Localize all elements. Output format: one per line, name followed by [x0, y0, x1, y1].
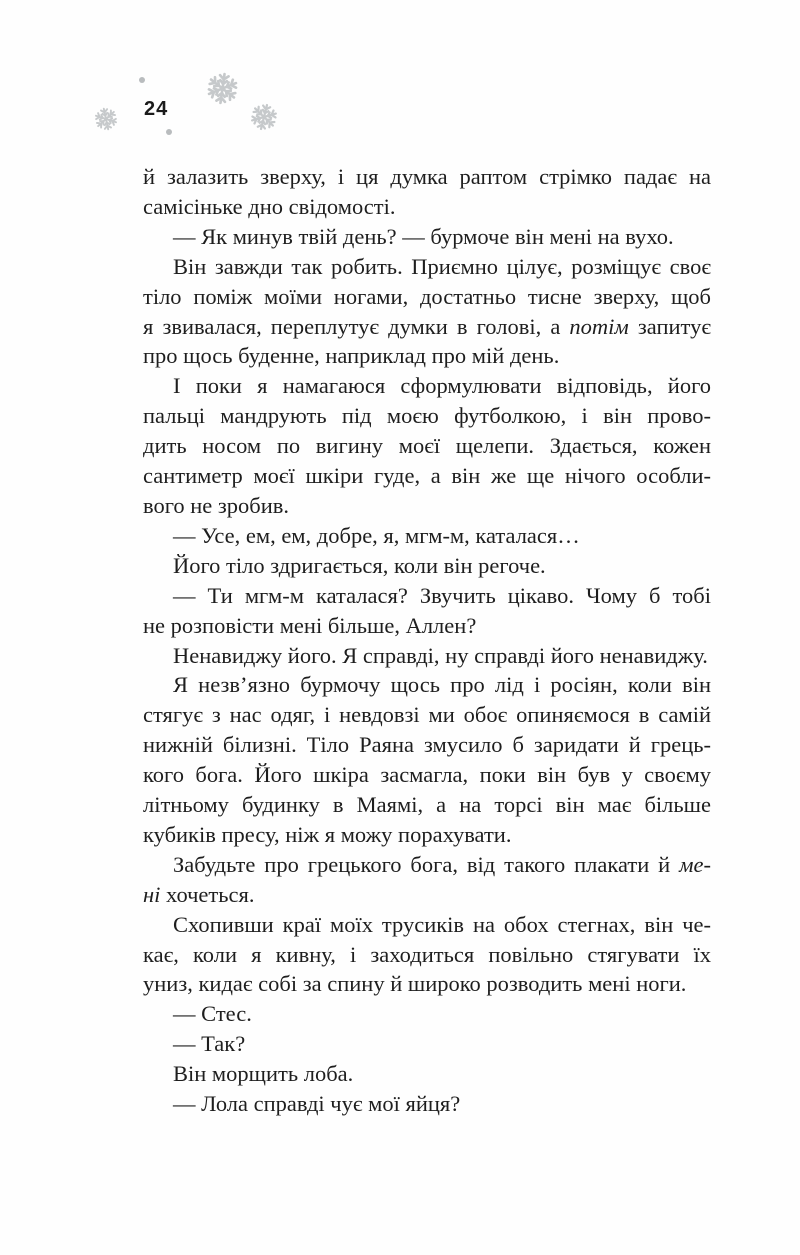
text-line: нижній білизні. Тіло Раяна змусило б заридати й грець-	[143, 732, 711, 758]
text-line: — Так?	[173, 1031, 246, 1057]
text-line: униз, кидає собі за спину й широко розводить мені ноги.	[143, 971, 687, 997]
text-line: Він морщить лоба.	[173, 1061, 354, 1087]
text-line: дить носом по вигину моєї щелепи. Здається, кожен	[143, 433, 711, 459]
text-line: І поки я намагаюся сформулювати відповідь, його	[173, 373, 711, 399]
text-line: тіло поміж моїми ногами, достатньо тисне зверху, щоб	[143, 283, 711, 309]
text-line: — Лола справді чує мої яйця?	[173, 1091, 461, 1117]
text-line: я звивалася, переплутує думки в голові, а потім запитує	[143, 313, 711, 339]
text-line: — Ти мгм-м каталася? Звучить цікаво. Чому б тобі	[173, 582, 711, 608]
text-line: й залазить зверху, і ця думка раптом стрімко падає на	[143, 164, 711, 189]
text-line: Він завжди так робить. Приємно цілує, розміщує своє	[173, 253, 711, 279]
snowflake-icon	[247, 100, 281, 134]
dot-decoration	[139, 77, 145, 83]
text-line: кого бога. Його шкіра засмагла, поки він був у своєму	[143, 762, 711, 788]
text-line: — Стес.	[173, 1001, 252, 1027]
text-line: — Усе, ем, ем, добре, я, мгм-м, каталася…	[173, 522, 580, 548]
text-line: — Як минув твій день? — бурмоче він мені на вухо.	[173, 223, 674, 249]
text-line: кає, коли я кивну, і заходиться повільно стягувати їх	[143, 941, 711, 967]
page-number: 24	[144, 98, 169, 120]
text-line: Його тіло здригається, коли він регоче.	[173, 552, 546, 578]
text-block	[143, 162, 711, 1119]
text-line: Схопивши краї моїх трусиків на обох стегнах, він че-	[173, 911, 711, 937]
text-line: кубиків пресу, ніж я можу порахувати.	[143, 821, 512, 847]
text-line: літньому будинку в Маямі, а на торсі він має більше	[143, 792, 711, 818]
text-line: Я незв’язно бурмочу щось про лід і росіян, коли він	[173, 672, 711, 698]
text-line: сантиметр моєї шкіри гуде, а він же ще нічого особли-	[143, 463, 711, 489]
text-line: про щось буденне, наприклад про мій день.	[143, 343, 560, 369]
text-line: не розповісти мені більше, Аллен?	[143, 612, 477, 638]
text-line: стягує з нас одяг, і невдовзі ми обоє опиняємося в самій	[143, 702, 711, 728]
page-header	[0, 0, 800, 150]
dot-decoration	[166, 129, 172, 135]
text-line: Забудьте про грецького бога, від такого плакати й ме-	[173, 851, 711, 877]
text-line: пальці мандрують під моєю футболкою, і він прово-	[143, 403, 711, 429]
text-line: самісіньке дно свідомості.	[143, 193, 396, 219]
snowflake-icon	[92, 105, 120, 133]
text-line: ні хочеться.	[143, 881, 255, 907]
snowflake-icon	[204, 70, 241, 107]
text-line: вого не зробив.	[143, 492, 290, 518]
text-line: Ненавиджу його. Я справді, ну справді його ненавиджу.	[173, 642, 708, 668]
